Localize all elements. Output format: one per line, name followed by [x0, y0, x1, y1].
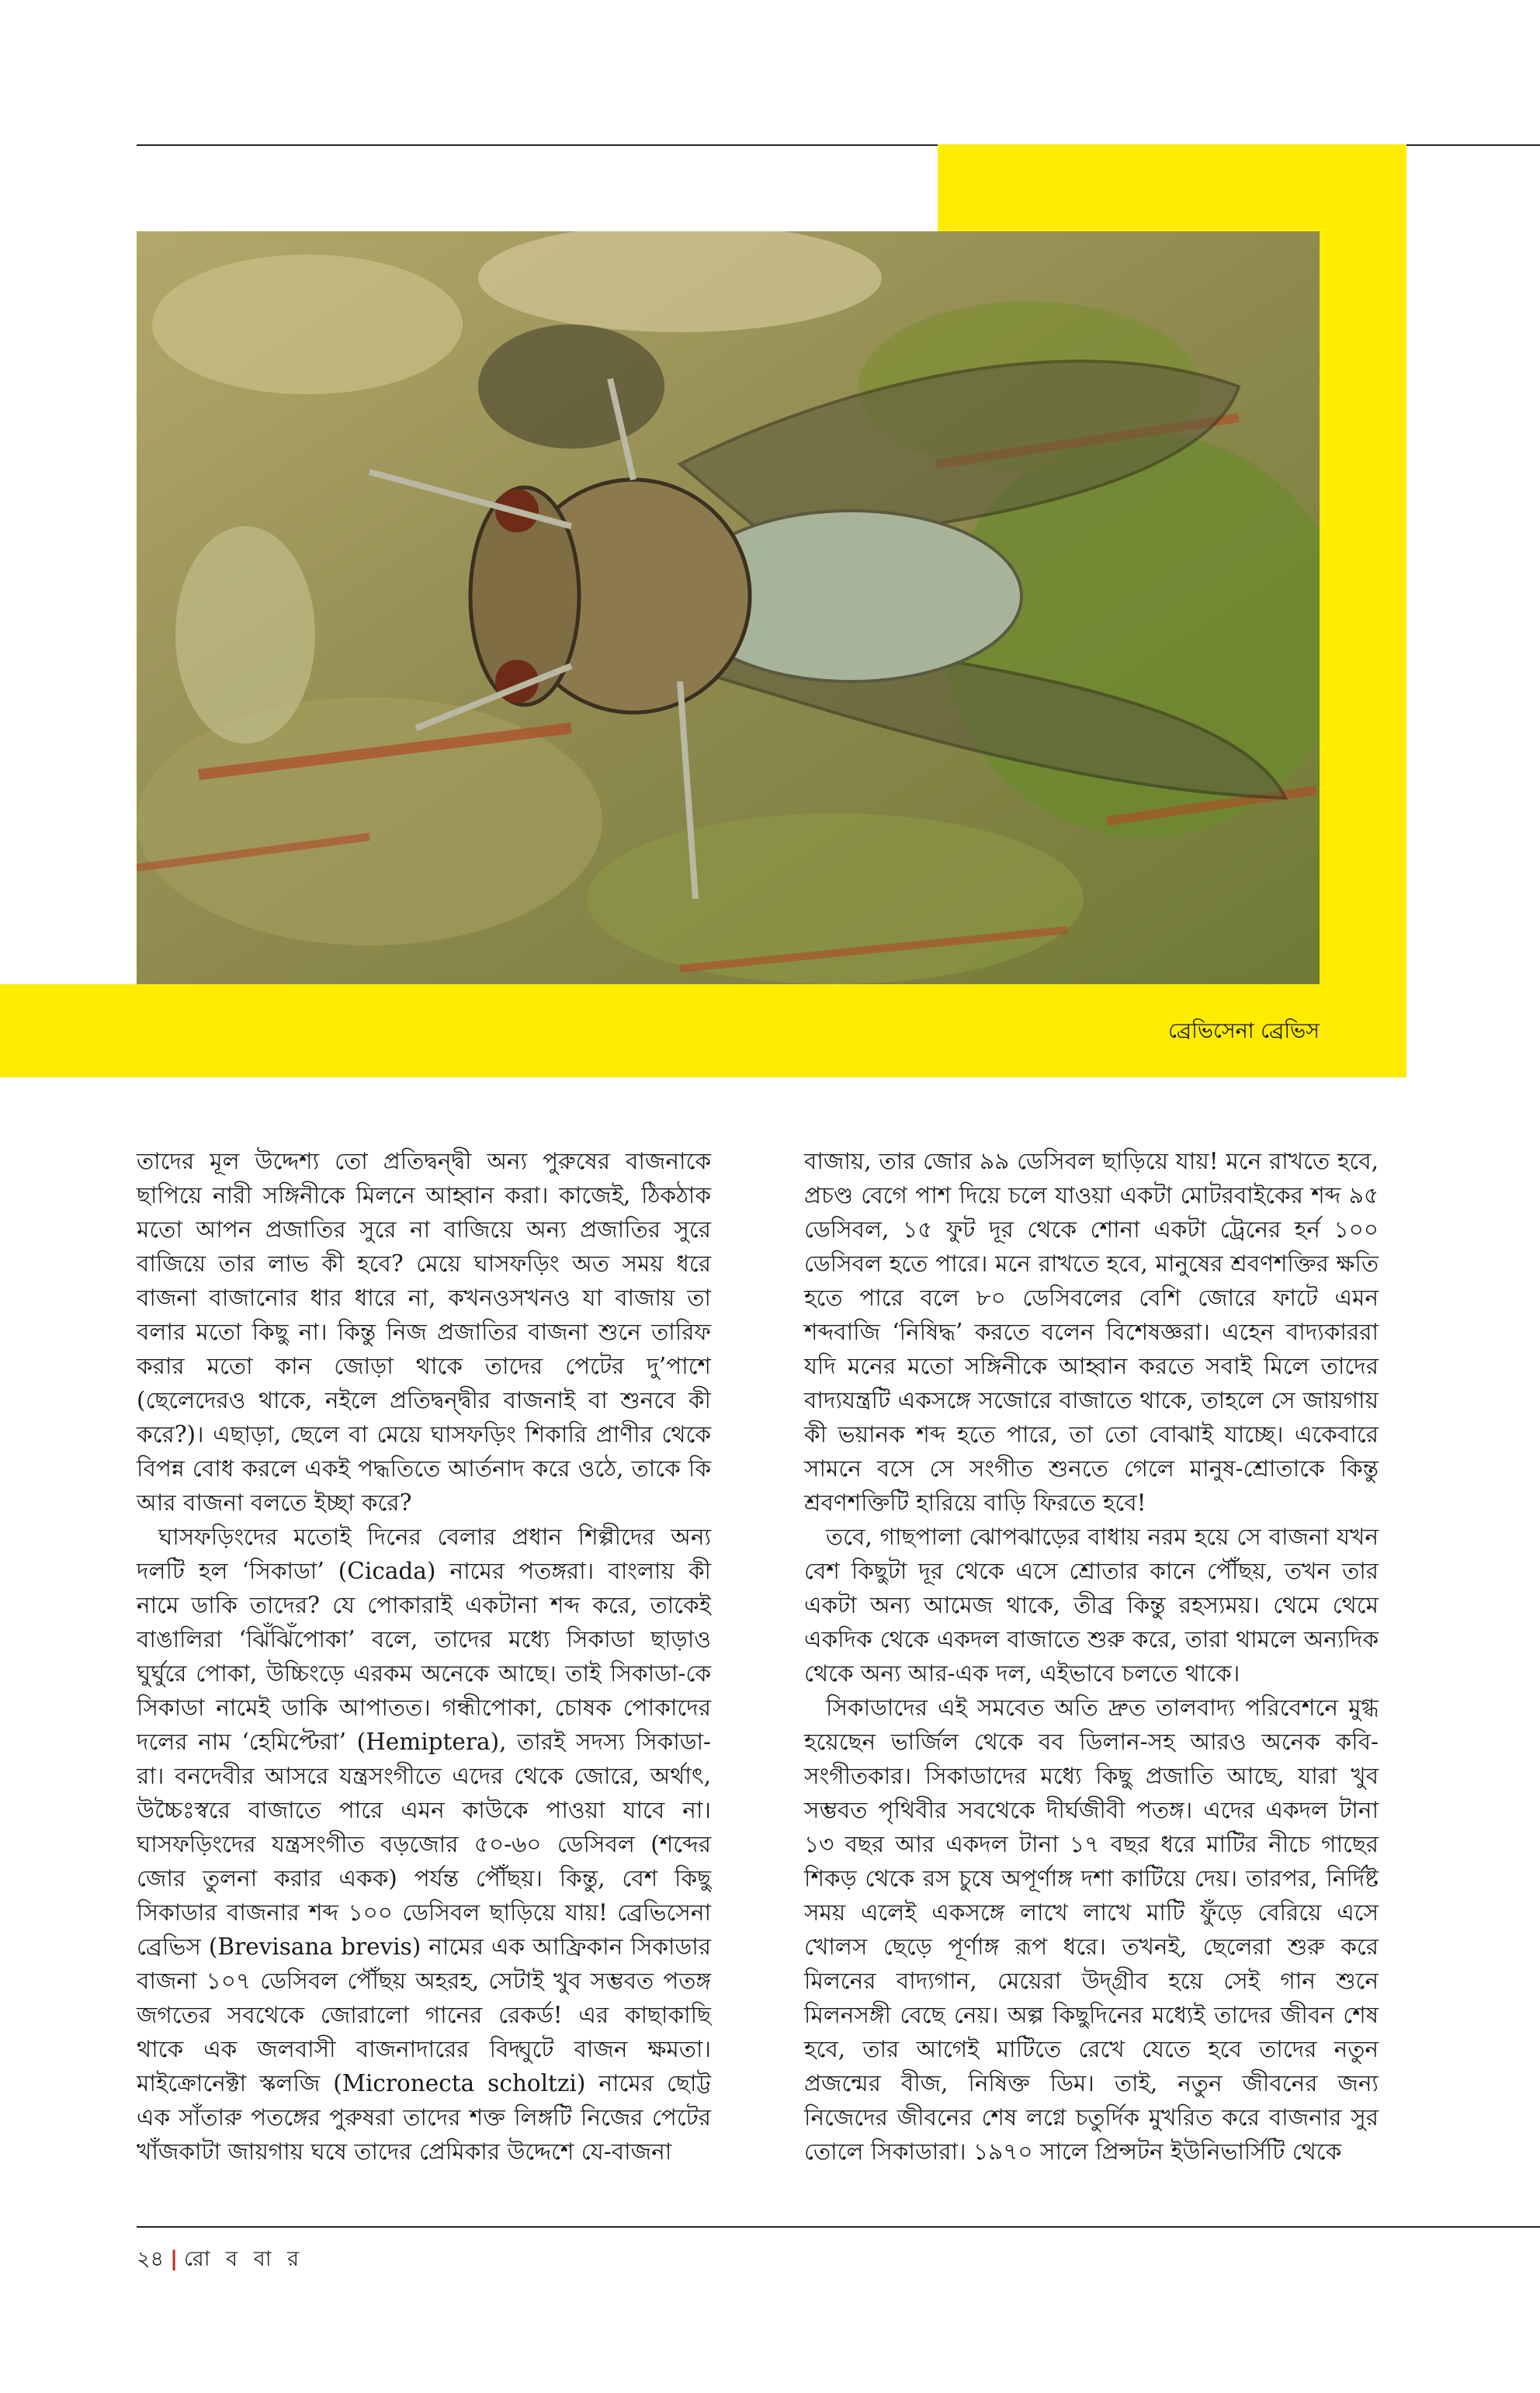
cicada-photo — [137, 231, 1320, 984]
page-number: ২৪ — [137, 2247, 165, 2271]
bottom-rule — [137, 2226, 1540, 2228]
page-footer — [137, 2243, 303, 2278]
magazine-name: রো ব বা র — [183, 2247, 304, 2271]
paragraph: তবে, গাছপালা ঝোপঝাড়ের বাধায় নরম হয়ে সে বাজনা যখন বেশ কিছুটা দূর থেকে এসে শ্রোতার কানে পৌঁছয়, তখন তার একটা অন্য আমেজ থাকে, তীব্র কিন্তু রহস্যময়। থেমে থেমে একদিক থেকে একদল বাজাতে শুরু করে, তারা থামলে অন্যদিক থেকে অন্য আর-এক দল, এইভাবে চলতে থাকে। — [804, 1524, 1379, 1687]
article-column-right — [804, 1144, 1379, 2169]
yellow-frame-right — [1320, 144, 1406, 1077]
paragraph: বাজায়, তার জোর ৯৯ ডেসিবল ছাড়িয়ে যায়! মনে রাখতে হবে, প্রচণ্ড বেগে পাশ দিয়ে চলে যাওয়া একটা মোটরবাইকের শব্দ ৯৫ ডেসিবল, ১৫ ফুট দূর থেকে শোনা একটা ট্রেনের হর্ন ১০০ ডেসিবল হতে পারে। মনে রাখতে হবে, মানুষের শ্রবণশক্তির ক্ষতি হতে পারে বলে ৮০ ডেসিবলের বেশি জোরে ফাটে এমন শব্দবাজি ‘নিষিদ্ধ’ করতে বলেন বিশেষজ্ঞরা। এহেন বাদ্যকাররা যদি মনের মতো সঙ্গিনীকে আহ্বান করতে সবাই মিলে তাদের বাদ্যযন্ত্রটি একসঙ্গে সজোরে বাজাতে থাকে, তাহলে সে জায়গায় কী ভয়ানক শব্দ হতে পারে, তা তো বোঝাই যাচ্ছে। একেবারে সামনে বসে সে সংগীত শুনতে গেলে মানুষ-শ্রোতাকে কিন্তু শ্রবণশক্তিটি হারিয়ে বাড়ি ফিরতে হবে! — [804, 1148, 1379, 1516]
photo-caption: ব্রেভিসেনা ব্রেভিস — [1167, 1019, 1320, 1043]
paragraph: তাদের মূল উদ্দেশ্য তো প্রতিদ্বন্দ্বী অন্য পুরুষের বাজনাকে ছাপিয়ে নারী সঙ্গিনীকে মিলনে আহ্বান করা। কাজেই, ঠিকঠাক মতো আপন প্রজাতির সুরে না বাজিয়ে অন্য প্রজাতির সুরে বাজিয়ে তার লাভ কী হবে? মেয়ে ঘাসফড়িং অত সময় ধরে বাজনা বাজানোর ধার ধারে না, কখনওসখনও যা বাজায় তা বলার মতো কিছু না। কিন্তু নিজ প্রজাতির বাজনা শুনে তারিফ করার মতো কান জোড়া থাকে তাদের পেটের দু’পাশে (ছেলেদেরও থাকে, নইলে প্রতিদ্বন্দ্বীর বাজনাই বা শুনবে কী করে?)। এছাড়া, ছেলে বা মেয়ে ঘাসফড়িং শিকারি প্রাণীর থেকে বিপন্ন বোধ করলে একই পদ্ধতিতে আর্তনাদ করে ওঠে, তাকে কি আর বাজনা বলতে ইচ্ছা করে? — [137, 1148, 711, 1516]
paragraph: সিকাডাদের এই সমবেত অতি দ্রুত তালবাদ্য পরিবেশনে মুগ্ধ হয়েছেন ভার্জিল থেকে বব ডিলান-সহ আরও অনেক কবি-সংগীতকার। সিকাডাদের মধ্যে কিছু প্রজাতি আছে, যারা খুব সম্ভবত পৃথিবীর সবথেকে দীর্ঘজীবী পতঙ্গ। এদের একদল টানা ১৩ বছর আর একদল টানা ১৭ বছর ধরে মাটির নীচে গাছের শিকড় থেকে রস চুষে অপূর্ণাঙ্গ দশা কাটিয়ে দেয়। তারপর, নির্দিষ্ট সময় এলেই একসঙ্গে লাখে লাখে মাটি ফুঁড়ে বেরিয়ে এসে খোলস ছেড়ে পূর্ণাঙ্গ রূপ ধরে। তখনই, ছেলেরা শুরু করে মিলনের বাদ্যগান, মেয়েরা উদ্গ্রীব হয়ে সেই গান শুনে মিলনসঙ্গী বেছে নেয়। অল্প কিছুদিনের মধ্যেই তাদের জীবন শেষ হবে, তার আগেই মাটিতে রেখে যেতে হবে তাদের নতুন প্রজন্মের বীজ, নিষিক্ত ডিম। তাই, নতুন জীবনের জন্য নিজেদের জীবনের শেষ লগ্নে চতুর্দিক মুখরিত করে বাজনার সুর তোলে সিকাডারা। ১৯৭০ সালে প্রিন্সটন ইউনিভার্সিটি থেকে — [804, 1694, 1379, 2165]
article-column-left — [137, 1144, 711, 2169]
footer-separator: | — [170, 2247, 178, 2271]
paragraph: ঘাসফড়িংদের মতোই দিনের বেলার প্রধান শিল্পীদের অন্য দলটি হল ‘সিকাডা’ (Cicada) নামের পতঙ্গরা। বাংলায় কী নামে ডাকি তাদের? যে পোকারাই একটানা শব্দ করে, তাকেই বাঙালিরা ‘ঝিঁঝিঁপোকা’ বলে, তাদের মধ্যে সিকাডা ছাড়াও ঘুর্ঘুরে পোকা, উচ্চিংড়ে এরকম অনেকে আছে। তাই সিকাডা-কে সিকাডা নামেই ডাকি আপাতত। গন্ধীপোকা, চোষক পোকাদের দলের নাম ‘হেমিপ্টেরা’ (Hemiptera), তারই সদস্য সিকাডা-রা। বনদেবীর আসরে যন্ত্রসংগীতে এদের থেকে জোরে, অর্থাৎ, উচ্চৈঃস্বরে বাজাতে পারে এমন কাউকে পাওয়া যাবে না। ঘাসফড়িংদের যন্ত্রসংগীত বড়জোর ৫০-৬০ ডেসিবল (শব্দের জোর তুলনা করার একক) পর্যন্ত পৌঁছয়। কিন্তু, বেশ কিছু সিকাডার বাজনার শব্দ ১০০ ডেসিবল ছাড়িয়ে যায়! ব্রেভিসেনা ব্রেভিস (Brevisana brevis) নামের এক আফ্রিকান সিকাডার বাজনা ১০৭ ডেসিবল পৌঁছয় অহরহ, সেটাই খুব সম্ভবত পতঙ্গ জগতের সবথেকে জোরালো গানের রেকর্ড! এর কাছাকাছি থাকে এক জলবাসী বাজনাদারের বিদ্ঘুটে বাজন ক্ষমতা। মাইক্রোনেক্টা স্কলজি (Micronecta scholtzi) নামের ছোট্ট এক সাঁতারু পতঙ্গের পুরুষরা তাদের শক্ত লিঙ্গটি নিজের পেটের খাঁজকাটা জায়গায় ঘষে তাদের প্রেমিকার উদ্দেশে যে-বাজনা — [137, 1524, 711, 2165]
